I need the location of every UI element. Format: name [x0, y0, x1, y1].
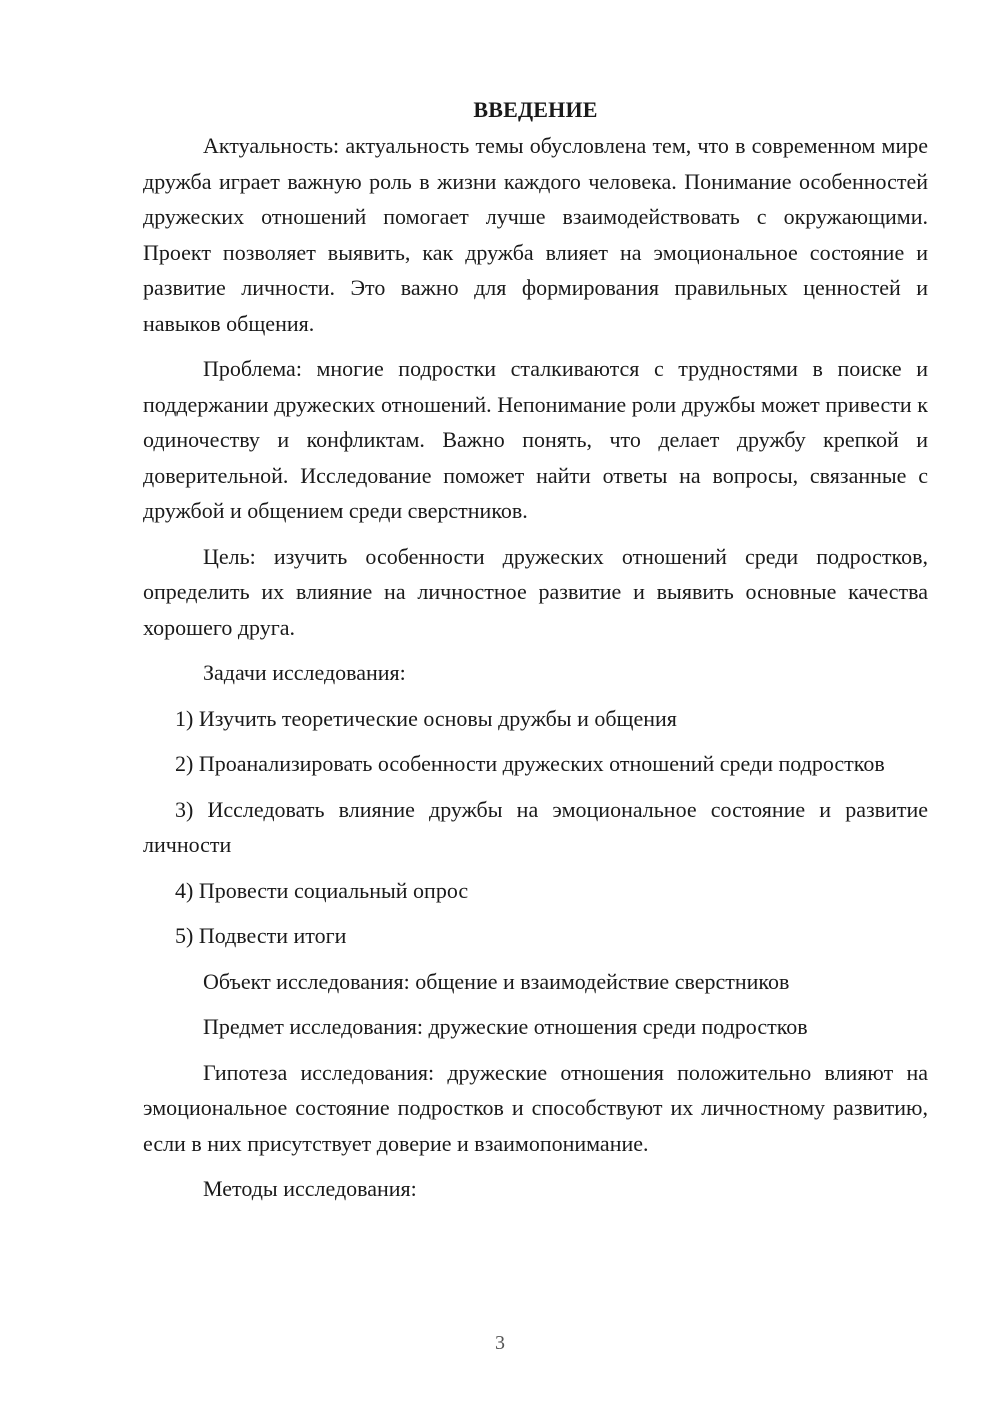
page-heading: ВВЕДЕНИЕ	[473, 97, 598, 122]
task-item-5: 5) Подвести итоги	[175, 923, 347, 948]
page-number: 3	[495, 1332, 505, 1354]
task-item-3: 3) Исследовать влияние дружбы на эмоциональное состояние и развитие личности	[143, 796, 928, 857]
hypothesis-paragraph: Гипотеза исследования: дружеские отношения положительно влияют на эмоциональное состояние подростков и способствуют их личностному развитию, если в них присутствует доверие и взаимопонимание.	[143, 1059, 928, 1156]
object-paragraph: Объект исследования: общение и взаимодействие сверстников	[203, 968, 790, 994]
methods-heading: Методы исследования:	[203, 1176, 417, 1201]
goal-paragraph: Цель: изучить особенности дружеских отношений среди подростков, определить их влияние на личностное развитие и выявить основные качества хорошего друга.	[143, 543, 928, 640]
page-content	[143, 92, 928, 1207]
problem-paragraph: Проблема: многие подростки сталкиваются с трудностями в поиске и поддержании дружеских отношений. Непонимание роли дружбы может привести к одиночеству и конфликтам. Важно понять, что делает дружбу крепкой и доверительной. Исследование поможет найти ответы на вопросы, связанные с дружбой и общением среди сверстников.	[143, 356, 928, 523]
relevance-paragraph: Актуальность: актуальность темы обусловлена тем, что в современном мире дружба играет важную роль в жизни каждого человека. Понимание особенностей дружеских отношений помогает лучше взаимодействовать с окружающими. Проект позволяет выявить, как дружба влияет на эмоциональное состояние и развитие личности. Это важно для формирования правильных ценностей и навыков общения.	[143, 133, 928, 336]
task-item-2: 2) Проанализировать особенности дружеских отношений среди подростков	[175, 751, 885, 776]
task-item-1: 1) Изучить теоретические основы дружбы и общения	[175, 705, 677, 731]
subject-paragraph: Предмет исследования: дружеские отношения среди подростков	[203, 1014, 808, 1039]
task-item-4: 4) Провести социальный опрос	[175, 877, 469, 903]
tasks-heading: Задачи исследования:	[203, 660, 406, 685]
